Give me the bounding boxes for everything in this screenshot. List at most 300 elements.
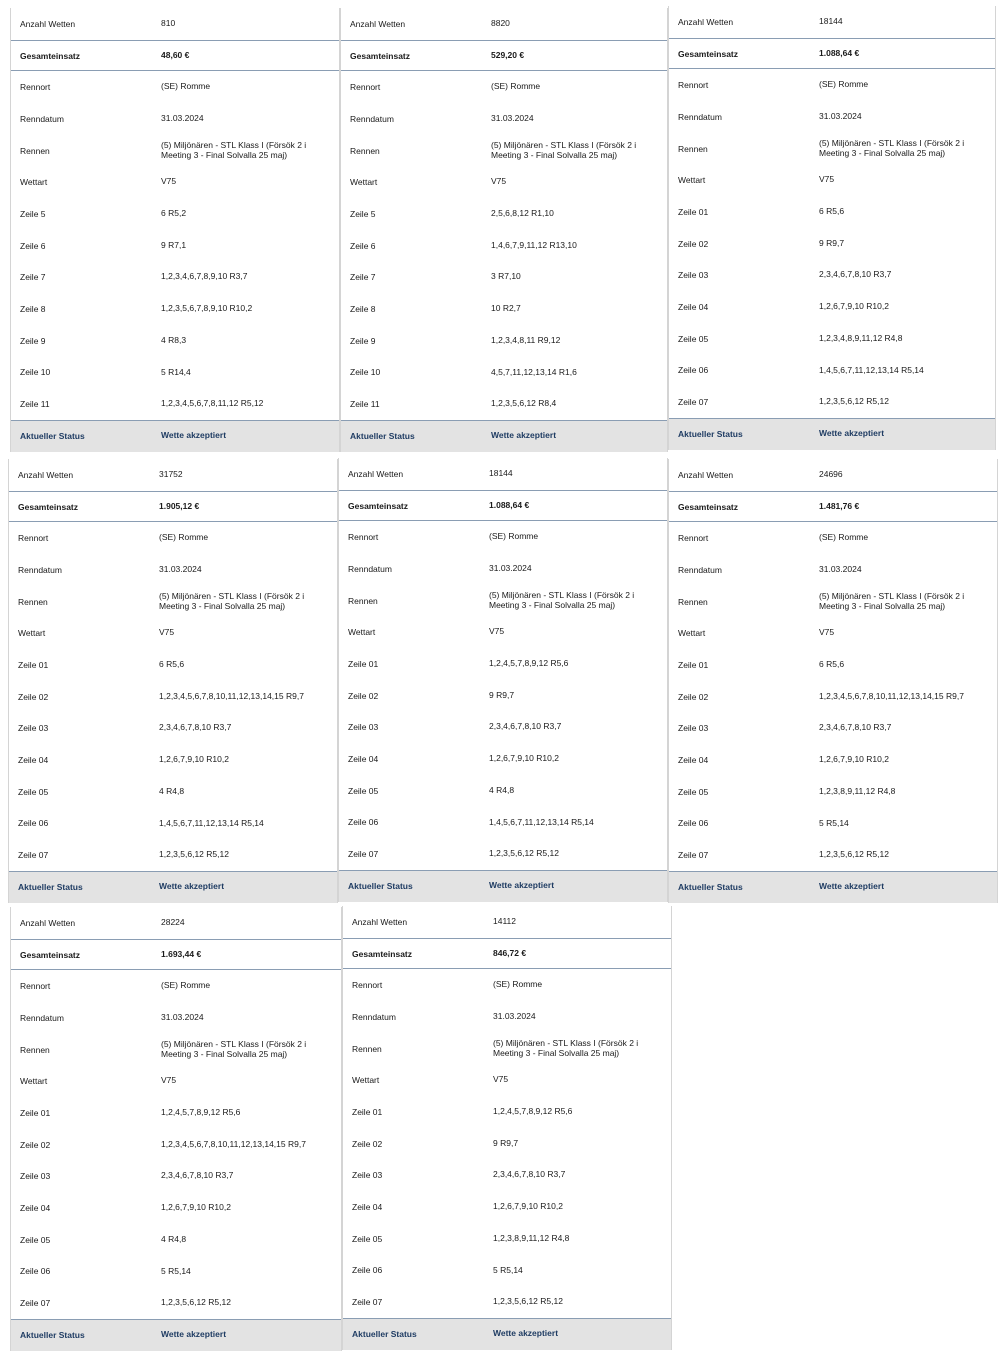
row-renndatum xyxy=(9,554,337,586)
value-gesamteinsatz: 1.905,12 € xyxy=(159,500,200,511)
label-gesamteinsatz: Gesamteinsatz xyxy=(352,948,412,959)
value-zeile: 5 R14,4 xyxy=(161,366,191,377)
row-rennen xyxy=(341,135,667,167)
label-zeile: Zeile 03 xyxy=(352,1170,383,1181)
row-zeile xyxy=(669,291,995,323)
label-rennen: Rennen xyxy=(352,1043,382,1054)
value-rennort: (SE) Romme xyxy=(493,979,543,990)
row-zeile xyxy=(11,1161,341,1193)
label-anzahl-wetten: Anzahl Wetten xyxy=(20,18,76,29)
value-renndatum: 31.03.2024 xyxy=(493,1011,536,1022)
row-zeile xyxy=(343,1160,671,1192)
value-zeile: 1,2,3,5,6,12 R5,12 xyxy=(819,396,889,407)
row-wettart xyxy=(339,616,667,648)
value-zeile: 1,2,3,4,6,7,8,9,10 R3,7 xyxy=(161,271,248,282)
label-anzahl-wetten: Anzahl Wetten xyxy=(18,469,74,480)
bet-ticket-card xyxy=(342,906,672,1350)
label-zeile: Zeile 06 xyxy=(678,818,709,829)
row-zeile xyxy=(9,649,337,681)
row-zeile xyxy=(341,198,667,230)
label-rennort: Rennort xyxy=(20,981,51,992)
label-zeile: Zeile 05 xyxy=(18,786,49,797)
label-zeile: Zeile 07 xyxy=(678,397,709,408)
row-zeile xyxy=(343,1096,671,1128)
label-zeile: Zeile 07 xyxy=(348,849,379,860)
value-wettart: V75 xyxy=(159,627,175,638)
value-wettart: V75 xyxy=(493,1074,509,1085)
label-aktueller-status: Aktueller Status xyxy=(348,881,413,892)
label-renndatum: Renndatum xyxy=(678,564,722,575)
row-rennort xyxy=(669,69,995,101)
label-zeile: Zeile 06 xyxy=(678,365,709,376)
label-zeile: Zeile 01 xyxy=(20,1107,51,1118)
value-zeile: 1,2,6,7,9,10 R10,2 xyxy=(493,1201,563,1212)
row-zeile xyxy=(669,355,995,387)
label-zeile: Zeile 01 xyxy=(678,659,709,670)
label-zeile: Zeile 7 xyxy=(20,272,46,283)
row-zeile xyxy=(669,260,995,292)
row-rennen xyxy=(11,1034,341,1066)
label-zeile: Zeile 9 xyxy=(20,335,46,346)
value-status: Wette akzeptiert xyxy=(489,880,555,891)
value-zeile: 4,5,7,11,12,13,14 R1,6 xyxy=(491,366,577,377)
label-zeile: Zeile 07 xyxy=(678,850,709,861)
row-zeile xyxy=(343,1286,671,1318)
bet-ticket-card xyxy=(340,8,668,452)
value-zeile: 1,4,5,6,7,11,12,13,14 R5,14 xyxy=(819,364,924,375)
row-zeile xyxy=(9,744,337,776)
row-rennort xyxy=(343,969,671,1001)
label-zeile: Zeile 5 xyxy=(350,208,376,219)
value-rennen: (5) Miljönären - STL Klass I (Försök 2 i Meeting 3 - Final Solvalla 25 maj) xyxy=(819,137,965,158)
label-aktueller-status: Aktueller Status xyxy=(350,431,415,442)
label-rennen: Rennen xyxy=(18,596,48,607)
row-wettart xyxy=(9,617,337,649)
label-gesamteinsatz: Gesamteinsatz xyxy=(678,501,738,512)
row-gesamteinsatz xyxy=(669,38,995,70)
value-zeile: 6 R5,2 xyxy=(161,208,187,219)
row-gesamteinsatz xyxy=(339,490,667,522)
row-zeile xyxy=(11,1097,341,1129)
label-zeile: Zeile 01 xyxy=(352,1106,383,1117)
label-rennen: Rennen xyxy=(348,595,378,606)
label-zeile: Zeile 04 xyxy=(678,302,709,313)
row-rennort xyxy=(11,71,339,103)
label-zeile: Zeile 6 xyxy=(20,240,46,251)
value-wettart: V75 xyxy=(161,176,177,187)
value-rennort: (SE) Romme xyxy=(491,81,541,92)
label-renndatum: Renndatum xyxy=(20,1012,64,1023)
value-zeile: 1,2,3,5,6,12 R5,12 xyxy=(159,849,229,860)
row-wettart xyxy=(11,1065,341,1097)
bet-ticket-card xyxy=(10,907,342,1351)
value-zeile: 1,2,6,7,9,10 R10,2 xyxy=(161,1202,231,1213)
value-renndatum: 31.03.2024 xyxy=(819,564,862,575)
row-wettart xyxy=(669,617,997,649)
label-anzahl-wetten: Anzahl Wetten xyxy=(20,917,76,928)
value-zeile: 5 R5,14 xyxy=(493,1264,523,1275)
row-zeile xyxy=(11,1129,341,1161)
row-zeile xyxy=(669,744,997,776)
label-zeile: Zeile 06 xyxy=(352,1265,383,1276)
bet-ticket-card xyxy=(668,6,996,450)
value-zeile: 1,4,6,7,9,11,12 R13,10 xyxy=(491,239,577,250)
value-rennen: (5) Miljönären - STL Klass I (Försök 2 i Meeting 3 - Final Solvalla 25 maj) xyxy=(491,139,637,160)
label-wettart: Wettart xyxy=(20,1076,48,1087)
row-gesamteinsatz xyxy=(343,938,671,970)
row-zeile xyxy=(339,838,667,870)
label-wettart: Wettart xyxy=(348,627,376,638)
value-zeile: 1,2,4,5,7,8,9,12 R5,6 xyxy=(493,1106,573,1117)
bet-ticket-card xyxy=(10,8,340,452)
value-status: Wette akzeptiert xyxy=(819,881,885,892)
value-zeile: 4 R4,8 xyxy=(161,1233,187,1244)
label-wettart: Wettart xyxy=(18,628,46,639)
row-renndatum xyxy=(11,1002,341,1034)
row-aktueller-status xyxy=(343,1318,671,1350)
row-zeile xyxy=(669,839,997,871)
value-renndatum: 31.03.2024 xyxy=(489,563,532,574)
value-anzahl-wetten: 28224 xyxy=(161,916,185,927)
value-status: Wette akzeptiert xyxy=(161,430,227,441)
row-renndatum xyxy=(11,103,339,135)
label-wettart: Wettart xyxy=(352,1075,380,1086)
row-aktueller-status xyxy=(9,871,337,903)
row-zeile xyxy=(9,839,337,871)
row-gesamteinsatz xyxy=(11,40,339,72)
label-aktueller-status: Aktueller Status xyxy=(20,431,85,442)
value-status: Wette akzeptiert xyxy=(491,430,557,441)
value-zeile: 9 R7,1 xyxy=(161,239,187,250)
row-zeile xyxy=(339,775,667,807)
value-zeile: 1,2,6,7,9,10 R10,2 xyxy=(489,753,559,764)
label-zeile: Zeile 02 xyxy=(18,691,49,702)
row-zeile xyxy=(9,681,337,713)
label-zeile: Zeile 11 xyxy=(20,399,50,410)
row-anzahl-wetten xyxy=(341,8,667,40)
value-zeile: 1,2,6,7,9,10 R10,2 xyxy=(819,301,889,312)
row-zeile xyxy=(341,230,667,262)
value-wettart: V75 xyxy=(819,627,835,638)
row-zeile xyxy=(669,776,997,808)
row-aktueller-status xyxy=(11,1319,341,1351)
row-zeile xyxy=(341,293,667,325)
row-anzahl-wetten xyxy=(669,459,997,491)
value-zeile: 1,2,3,4,5,6,7,8,10,11,12,13,14,15 R9,7 xyxy=(819,690,964,701)
label-wettart: Wettart xyxy=(678,175,706,186)
row-renndatum xyxy=(669,101,995,133)
value-rennen: (5) Miljönären - STL Klass I (Försök 2 i Meeting 3 - Final Solvalla 25 maj) xyxy=(819,590,965,611)
row-rennort xyxy=(669,522,997,554)
label-renndatum: Renndatum xyxy=(350,113,394,124)
label-zeile: Zeile 05 xyxy=(678,333,709,344)
row-renndatum xyxy=(339,553,667,585)
value-zeile: 1,2,3,4,8,9,11,12 R4,8 xyxy=(819,332,903,343)
label-anzahl-wetten: Anzahl Wetten xyxy=(678,469,734,480)
value-rennen: (5) Miljönären - STL Klass I (Försök 2 i Meeting 3 - Final Solvalla 25 maj) xyxy=(489,589,635,610)
row-zeile xyxy=(339,807,667,839)
value-zeile: 1,2,4,5,7,8,9,12 R5,6 xyxy=(489,658,569,669)
label-zeile: Zeile 04 xyxy=(348,754,379,765)
value-gesamteinsatz: 48,60 € xyxy=(161,49,190,60)
value-wettart: V75 xyxy=(819,174,835,185)
value-zeile: 1,2,6,7,9,10 R10,2 xyxy=(159,754,229,765)
label-gesamteinsatz: Gesamteinsatz xyxy=(678,48,738,59)
value-rennen: (5) Miljönären - STL Klass I (Försök 2 i Meeting 3 - Final Solvalla 25 maj) xyxy=(161,1038,307,1059)
label-zeile: Zeile 02 xyxy=(678,691,709,702)
row-zeile xyxy=(9,776,337,808)
value-rennort: (SE) Romme xyxy=(161,81,211,92)
value-anzahl-wetten: 18144 xyxy=(489,467,513,478)
label-zeile: Zeile 8 xyxy=(350,304,376,315)
row-anzahl-wetten xyxy=(9,459,337,491)
value-zeile: 4 R4,8 xyxy=(489,784,515,795)
row-anzahl-wetten xyxy=(343,906,671,938)
row-zeile xyxy=(343,1191,671,1223)
value-zeile: 2,3,4,6,7,8,10 R3,7 xyxy=(493,1169,566,1180)
row-zeile xyxy=(669,196,995,228)
value-zeile: 1,2,3,5,6,12 R5,12 xyxy=(161,1297,231,1308)
label-renndatum: Renndatum xyxy=(18,564,62,575)
label-aktueller-status: Aktueller Status xyxy=(352,1329,417,1340)
label-aktueller-status: Aktueller Status xyxy=(678,882,743,893)
label-zeile: Zeile 07 xyxy=(352,1297,383,1308)
label-zeile: Zeile 04 xyxy=(18,755,49,766)
row-gesamteinsatz xyxy=(9,491,337,523)
label-rennen: Rennen xyxy=(678,596,708,607)
label-wettart: Wettart xyxy=(350,177,378,188)
label-gesamteinsatz: Gesamteinsatz xyxy=(18,501,78,512)
value-anzahl-wetten: 24696 xyxy=(819,468,843,479)
row-anzahl-wetten xyxy=(669,6,995,38)
label-aktueller-status: Aktueller Status xyxy=(20,1330,85,1341)
row-aktueller-status xyxy=(341,420,667,452)
label-zeile: Zeile 04 xyxy=(678,755,709,766)
value-zeile: 4 R4,8 xyxy=(159,785,185,796)
row-zeile xyxy=(341,262,667,294)
value-status: Wette akzeptiert xyxy=(159,881,225,892)
value-zeile: 3 R7,10 xyxy=(491,271,521,282)
label-rennen: Rennen xyxy=(20,145,50,156)
row-zeile xyxy=(11,325,339,357)
row-zeile xyxy=(9,808,337,840)
value-gesamteinsatz: 1.693,44 € xyxy=(161,948,202,959)
row-zeile xyxy=(339,648,667,680)
label-anzahl-wetten: Anzahl Wetten xyxy=(352,916,408,927)
label-zeile: Zeile 9 xyxy=(350,335,376,346)
value-zeile: 9 R9,7 xyxy=(819,237,845,248)
label-zeile: Zeile 03 xyxy=(20,1171,51,1182)
bet-ticket-card xyxy=(668,459,998,903)
label-renndatum: Renndatum xyxy=(352,1011,396,1022)
label-rennort: Rennort xyxy=(18,533,49,544)
row-renndatum xyxy=(669,554,997,586)
label-gesamteinsatz: Gesamteinsatz xyxy=(350,50,410,61)
value-gesamteinsatz: 1.088,64 € xyxy=(819,47,860,58)
row-zeile xyxy=(339,680,667,712)
label-anzahl-wetten: Anzahl Wetten xyxy=(678,16,734,27)
row-rennen xyxy=(343,1033,671,1065)
value-rennort: (SE) Romme xyxy=(161,980,211,991)
row-rennort xyxy=(339,521,667,553)
label-renndatum: Renndatum xyxy=(348,563,392,574)
value-zeile: 1,2,3,5,6,12 R8,4 xyxy=(491,398,557,409)
value-zeile: 1,2,3,5,6,12 R5,12 xyxy=(489,848,559,859)
row-zeile xyxy=(669,808,997,840)
value-zeile: 1,4,5,6,7,11,12,13,14 R5,14 xyxy=(159,817,264,828)
label-zeile: Zeile 02 xyxy=(678,238,709,249)
label-rennort: Rennort xyxy=(350,82,381,93)
value-anzahl-wetten: 18144 xyxy=(819,15,843,26)
row-zeile xyxy=(11,293,339,325)
row-anzahl-wetten xyxy=(11,8,339,40)
label-aktueller-status: Aktueller Status xyxy=(18,882,83,893)
label-gesamteinsatz: Gesamteinsatz xyxy=(20,949,80,960)
value-status: Wette akzeptiert xyxy=(493,1328,559,1339)
label-gesamteinsatz: Gesamteinsatz xyxy=(20,50,80,61)
row-aktueller-status xyxy=(11,420,339,452)
label-zeile: Zeile 02 xyxy=(352,1138,383,1149)
label-zeile: Zeile 05 xyxy=(678,786,709,797)
label-zeile: Zeile 03 xyxy=(18,723,49,734)
value-rennort: (SE) Romme xyxy=(819,79,869,90)
label-renndatum: Renndatum xyxy=(678,111,722,122)
row-zeile xyxy=(341,357,667,389)
row-aktueller-status xyxy=(339,870,667,902)
label-zeile: Zeile 05 xyxy=(352,1233,383,1244)
row-zeile xyxy=(11,357,339,389)
label-zeile: Zeile 04 xyxy=(352,1202,383,1213)
row-gesamteinsatz xyxy=(341,40,667,72)
label-aktueller-status: Aktueller Status xyxy=(678,429,743,440)
row-aktueller-status xyxy=(669,871,997,903)
value-zeile: 1,2,3,4,5,6,7,8,11,12 R5,12 xyxy=(161,398,264,409)
value-rennort: (SE) Romme xyxy=(489,531,539,542)
row-zeile xyxy=(669,323,995,355)
value-rennen: (5) Miljönären - STL Klass I (Försök 2 i Meeting 3 - Final Solvalla 25 maj) xyxy=(493,1037,639,1058)
row-zeile xyxy=(9,713,337,745)
row-gesamteinsatz xyxy=(11,939,341,971)
bet-ticket-card xyxy=(338,458,668,902)
value-zeile: 2,3,4,6,7,8,10 R3,7 xyxy=(819,722,892,733)
value-gesamteinsatz: 529,20 € xyxy=(491,49,525,60)
row-wettart xyxy=(341,166,667,198)
value-anzahl-wetten: 8820 xyxy=(491,17,510,28)
value-zeile: 10 R2,7 xyxy=(491,303,521,314)
label-zeile: Zeile 6 xyxy=(350,240,376,251)
value-zeile: 1,2,3,5,6,7,8,9,10 R10,2 xyxy=(161,303,253,314)
value-renndatum: 31.03.2024 xyxy=(491,113,534,124)
row-wettart xyxy=(669,164,995,196)
label-anzahl-wetten: Anzahl Wetten xyxy=(348,468,404,479)
row-rennen xyxy=(339,585,667,617)
value-wettart: V75 xyxy=(491,176,507,187)
row-zeile xyxy=(669,649,997,681)
row-zeile xyxy=(341,325,667,357)
row-aktueller-status xyxy=(669,418,995,450)
value-zeile: 1,2,4,5,7,8,9,12 R5,6 xyxy=(161,1107,241,1118)
label-zeile: Zeile 06 xyxy=(18,818,49,829)
value-zeile: 2,3,4,6,7,8,10 R3,7 xyxy=(159,722,232,733)
label-zeile: Zeile 8 xyxy=(20,304,46,315)
label-zeile: Zeile 07 xyxy=(18,850,49,861)
value-zeile: 2,3,4,6,7,8,10 R3,7 xyxy=(819,269,892,280)
label-wettart: Wettart xyxy=(678,628,706,639)
row-zeile xyxy=(669,386,995,418)
value-zeile: 6 R5,6 xyxy=(159,659,185,670)
label-zeile: Zeile 03 xyxy=(348,722,379,733)
row-zeile xyxy=(11,1192,341,1224)
label-gesamteinsatz: Gesamteinsatz xyxy=(348,500,408,511)
label-rennort: Rennort xyxy=(678,80,709,91)
value-rennen: (5) Miljönären - STL Klass I (Försök 2 i Meeting 3 - Final Solvalla 25 maj) xyxy=(159,590,305,611)
label-renndatum: Renndatum xyxy=(20,113,64,124)
label-anzahl-wetten: Anzahl Wetten xyxy=(350,18,406,29)
value-gesamteinsatz: 1.088,64 € xyxy=(489,499,530,510)
row-zeile xyxy=(669,228,995,260)
label-rennort: Rennort xyxy=(678,533,709,544)
value-anzahl-wetten: 31752 xyxy=(159,468,183,479)
value-renndatum: 31.03.2024 xyxy=(819,111,862,122)
row-rennen xyxy=(669,133,995,165)
value-anzahl-wetten: 14112 xyxy=(493,915,517,926)
value-zeile: 1,2,3,5,6,12 R5,12 xyxy=(819,849,889,860)
value-renndatum: 31.03.2024 xyxy=(161,1012,204,1023)
label-rennort: Rennort xyxy=(20,82,51,93)
value-zeile: 2,3,4,6,7,8,10 R3,7 xyxy=(489,721,562,732)
label-rennen: Rennen xyxy=(350,145,380,156)
row-rennort xyxy=(341,71,667,103)
row-gesamteinsatz xyxy=(669,491,997,523)
label-zeile: Zeile 02 xyxy=(20,1139,51,1150)
row-zeile xyxy=(11,1224,341,1256)
row-zeile xyxy=(11,230,339,262)
label-zeile: Zeile 10 xyxy=(350,367,381,378)
row-rennort xyxy=(11,970,341,1002)
value-rennen: (5) Miljönären - STL Klass I (Försök 2 i Meeting 3 - Final Solvalla 25 maj) xyxy=(161,139,307,160)
label-zeile: Zeile 03 xyxy=(678,270,709,281)
label-zeile: Zeile 7 xyxy=(350,272,376,283)
row-zeile xyxy=(339,712,667,744)
row-wettart xyxy=(343,1064,671,1096)
row-anzahl-wetten xyxy=(11,907,341,939)
label-zeile: Zeile 06 xyxy=(20,1266,51,1277)
value-zeile: 9 R9,7 xyxy=(489,689,515,700)
label-zeile: Zeile 5 xyxy=(20,208,46,219)
row-renndatum xyxy=(341,103,667,135)
row-anzahl-wetten xyxy=(339,458,667,490)
value-rennort: (SE) Romme xyxy=(819,532,869,543)
value-rennort: (SE) Romme xyxy=(159,532,209,543)
label-zeile: Zeile 05 xyxy=(348,785,379,796)
label-wettart: Wettart xyxy=(20,177,48,188)
row-zeile xyxy=(341,388,667,420)
value-zeile: 9 R9,7 xyxy=(493,1137,519,1148)
row-zeile xyxy=(11,198,339,230)
row-zeile xyxy=(343,1223,671,1255)
label-zeile: Zeile 07 xyxy=(20,1298,51,1309)
row-zeile xyxy=(669,681,997,713)
row-zeile xyxy=(339,743,667,775)
row-zeile xyxy=(343,1255,671,1287)
value-gesamteinsatz: 1.481,76 € xyxy=(819,500,860,511)
value-status: Wette akzeptiert xyxy=(819,428,885,439)
value-zeile: 2,3,4,6,7,8,10 R3,7 xyxy=(161,1170,234,1181)
row-zeile xyxy=(11,388,339,420)
value-zeile: 1,2,3,4,5,6,7,8,10,11,12,13,14,15 R9,7 xyxy=(161,1138,306,1149)
row-rennen xyxy=(9,586,337,618)
label-rennort: Rennort xyxy=(348,532,379,543)
